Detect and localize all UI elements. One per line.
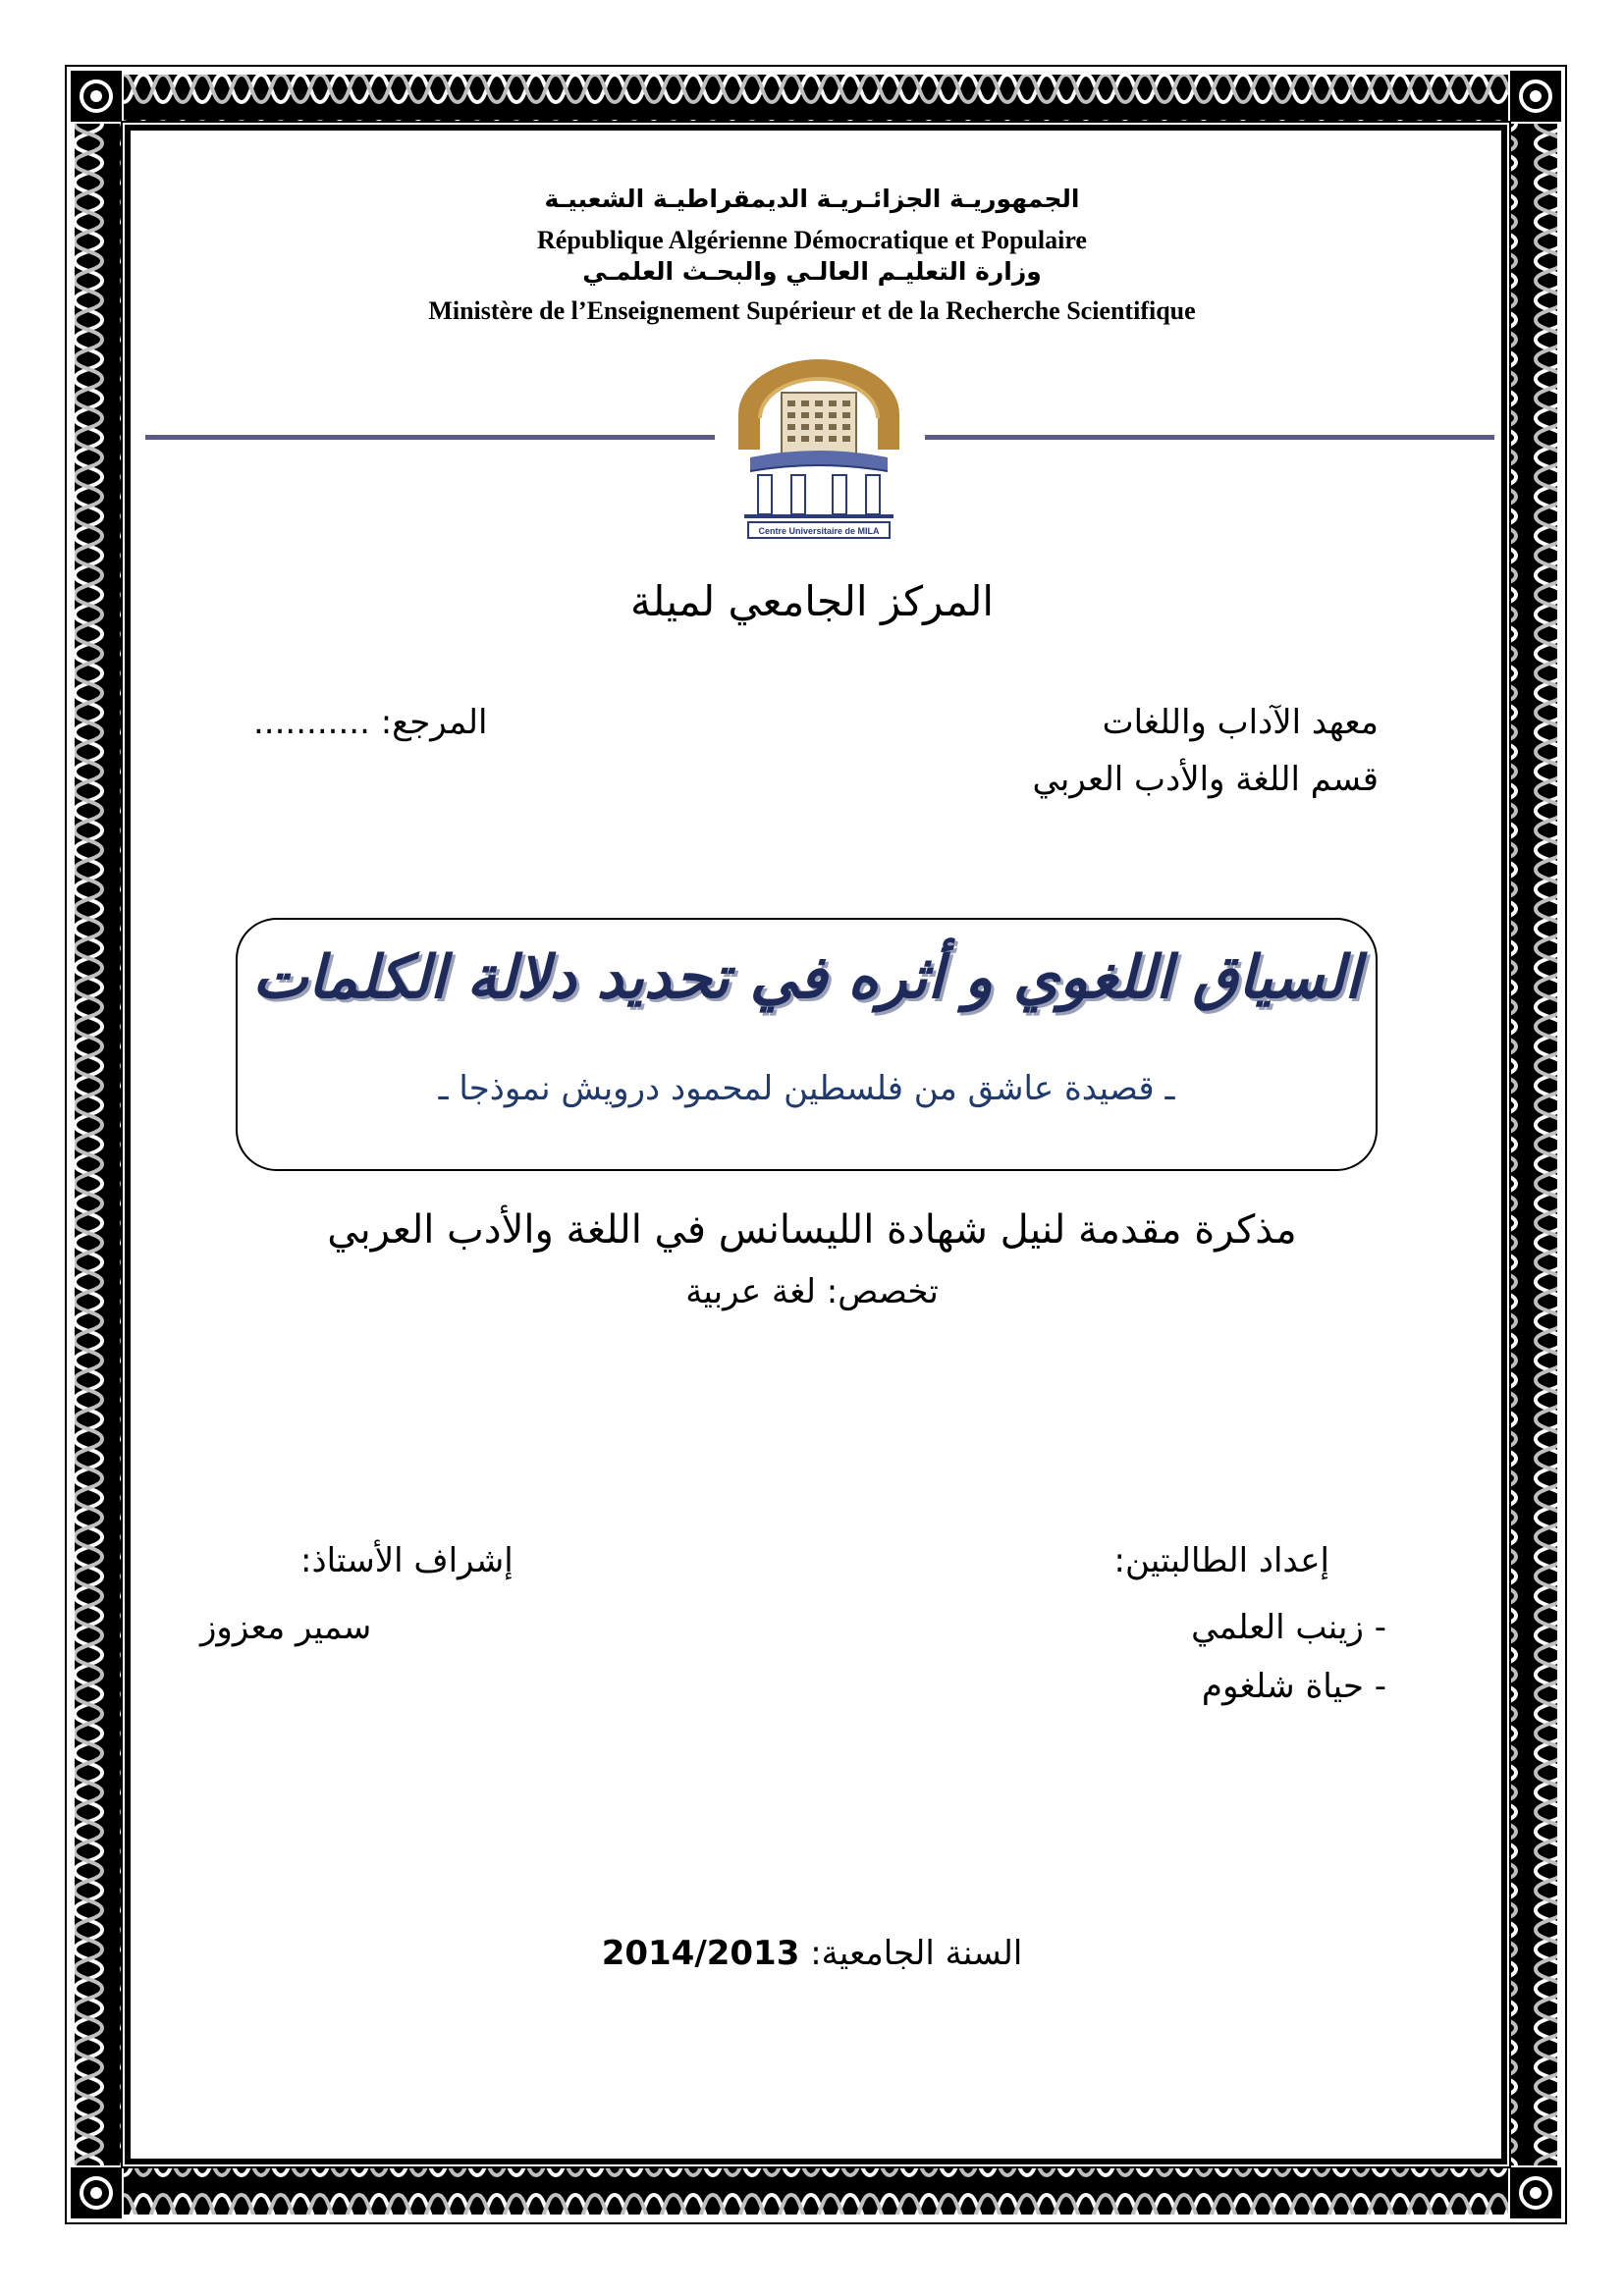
student-name: - حياة شلغوم bbox=[1201, 1667, 1386, 1706]
ministry-name-french: Ministère de l’Enseignement Supérieur et de la Recherche Scientifique bbox=[428, 296, 1196, 325]
supervisor-name: سمير معزوز bbox=[200, 1608, 372, 1647]
republic-name-arabic: الجمهوريـة الجزائـريـة الديمقراطيـة الشعبيـة bbox=[544, 185, 1080, 213]
specialty-line: تخصص: لغة عربية bbox=[685, 1272, 939, 1311]
student-name: - زينب العلمي bbox=[1191, 1608, 1386, 1647]
logo-caption: Centre Universitaire de MILA bbox=[758, 526, 880, 536]
ministry-name-arabic: وزارة التعليـم العالـي والبحـث العلمـي bbox=[582, 257, 1042, 286]
thesis-title-box bbox=[236, 918, 1378, 1171]
academic-year-value: 2014/2013 bbox=[601, 1934, 800, 1973]
header-rule-left bbox=[145, 435, 715, 440]
university-center-name: المركز الجامعي لميلة bbox=[629, 577, 995, 625]
academic-year-label: السنة الجامعية: bbox=[810, 1934, 1023, 1973]
university-logo bbox=[731, 355, 907, 542]
supervision-label: إشراف الأستاذ: bbox=[300, 1541, 514, 1580]
thesis-subtitle: ـ قصيدة عاشق من فلسطين لمحمود درويش نموذجا ـ bbox=[438, 1069, 1175, 1108]
prepared-by-label: إعداد الطالبتين: bbox=[1113, 1541, 1329, 1580]
academic-year bbox=[0, 1934, 1624, 1973]
thesis-title: السياق اللغوي و أثره في تحديد دلالة الكلمات bbox=[252, 943, 1361, 1012]
department-name: قسم اللغة والأدب العربي bbox=[1032, 760, 1379, 799]
republic-name-french: République Algérienne Démocratique et Populaire bbox=[537, 226, 1087, 254]
reference-field: المرجع: ........... bbox=[253, 703, 488, 742]
institute-name: معهد الآداب واللغات bbox=[1102, 703, 1379, 742]
degree-statement: مذكرة مقدمة لنيل شهادة الليسانس في اللغة والأدب العربي bbox=[327, 1207, 1297, 1253]
header-rule-right bbox=[925, 435, 1494, 440]
